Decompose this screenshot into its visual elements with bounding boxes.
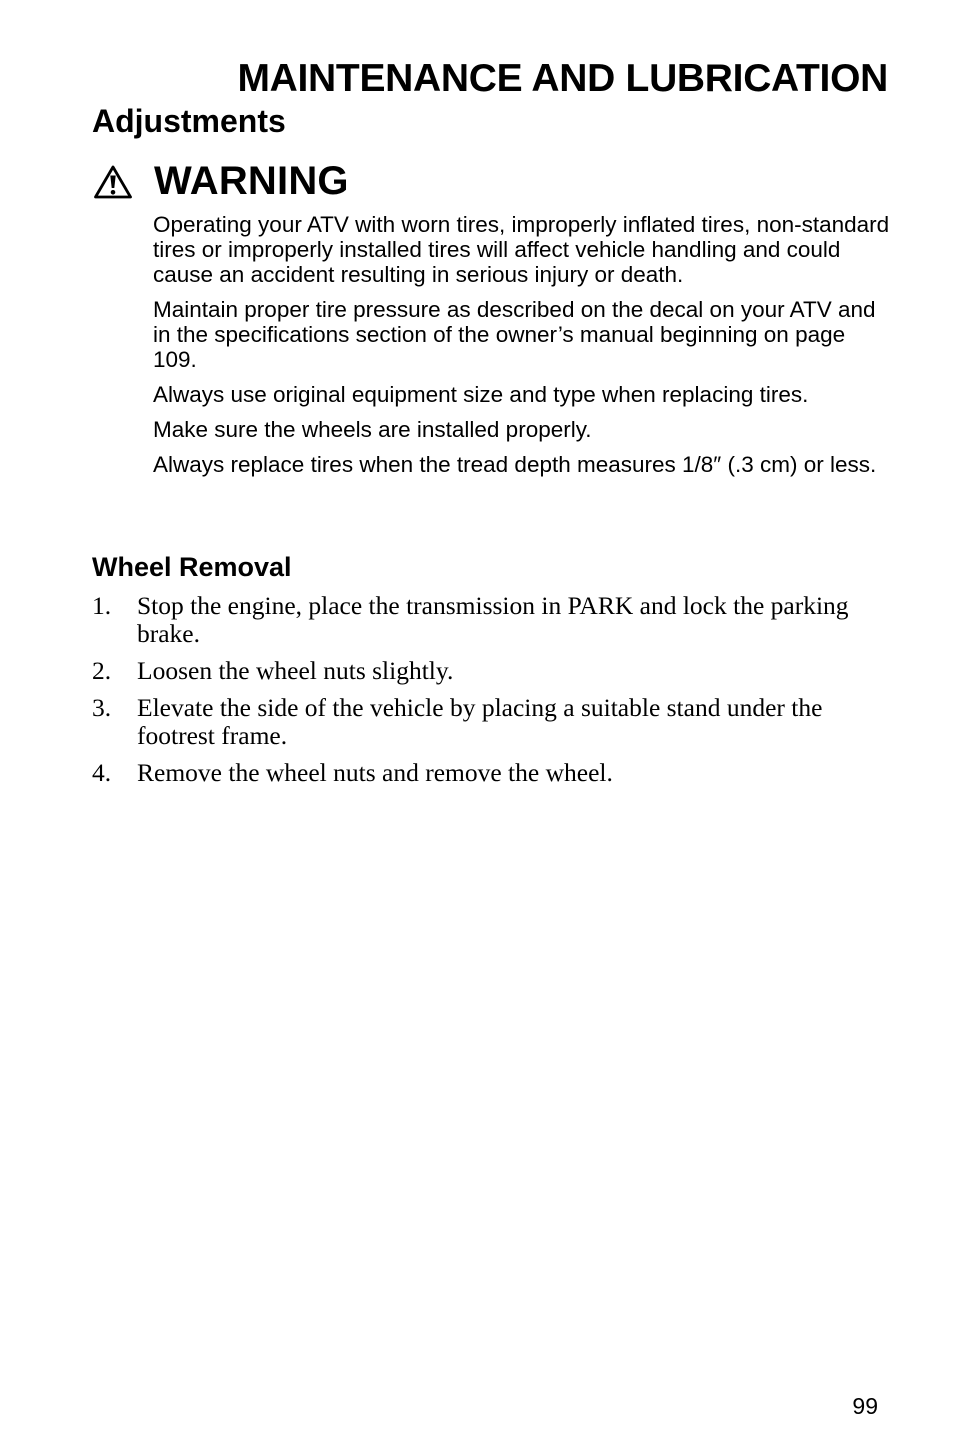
page-number: 99 [852, 1393, 878, 1419]
step-text: Stop the engine, place the transmission in PARK and lock the parking brake. [137, 591, 849, 648]
warning-paragraph: Operating your ATV with worn tires, improperly inflated tires, non-standard tires or improperly installed tires will affect vehicle handling and could cause an accident resulting in serious injury or death. [153, 212, 890, 287]
warning-title: WARNING [154, 159, 349, 203]
step-item [92, 592, 892, 648]
step-text: Loosen the wheel nuts slightly. [137, 656, 454, 685]
step-item [92, 694, 892, 750]
warning-triangle-icon [94, 165, 132, 199]
step-item [92, 657, 892, 685]
wheel-removal-steps [92, 592, 892, 796]
warning-paragraph: Always use original equipment size and type when replacing tires. [153, 382, 809, 407]
step-number: 4. [92, 758, 112, 787]
section-title: Adjustments [92, 103, 286, 139]
warning-paragraph: Maintain proper tire pressure as described on the decal on your ATV and in the specifications section of the owner’s manual beginning on page 109. [153, 297, 876, 372]
step-number: 1. [92, 591, 112, 620]
step-number: 2. [92, 656, 112, 685]
step-item [92, 759, 892, 787]
step-text: Remove the wheel nuts and remove the wheel. [137, 758, 613, 787]
step-number: 3. [92, 693, 112, 722]
warning-body [153, 212, 895, 487]
warning-paragraph: Always replace tires when the tread depth measures 1/8″ (.3 cm) or less. [153, 452, 877, 477]
wheel-removal-title: Wheel Removal [92, 552, 292, 582]
warning-icon-wrapper [94, 159, 132, 205]
warning-paragraph: Make sure the wheels are installed properly. [153, 417, 592, 442]
step-text: Elevate the side of the vehicle by placing a suitable stand under the footrest frame. [137, 693, 823, 750]
chapter-title: MAINTENANCE AND LUBRICATION [237, 57, 888, 100]
